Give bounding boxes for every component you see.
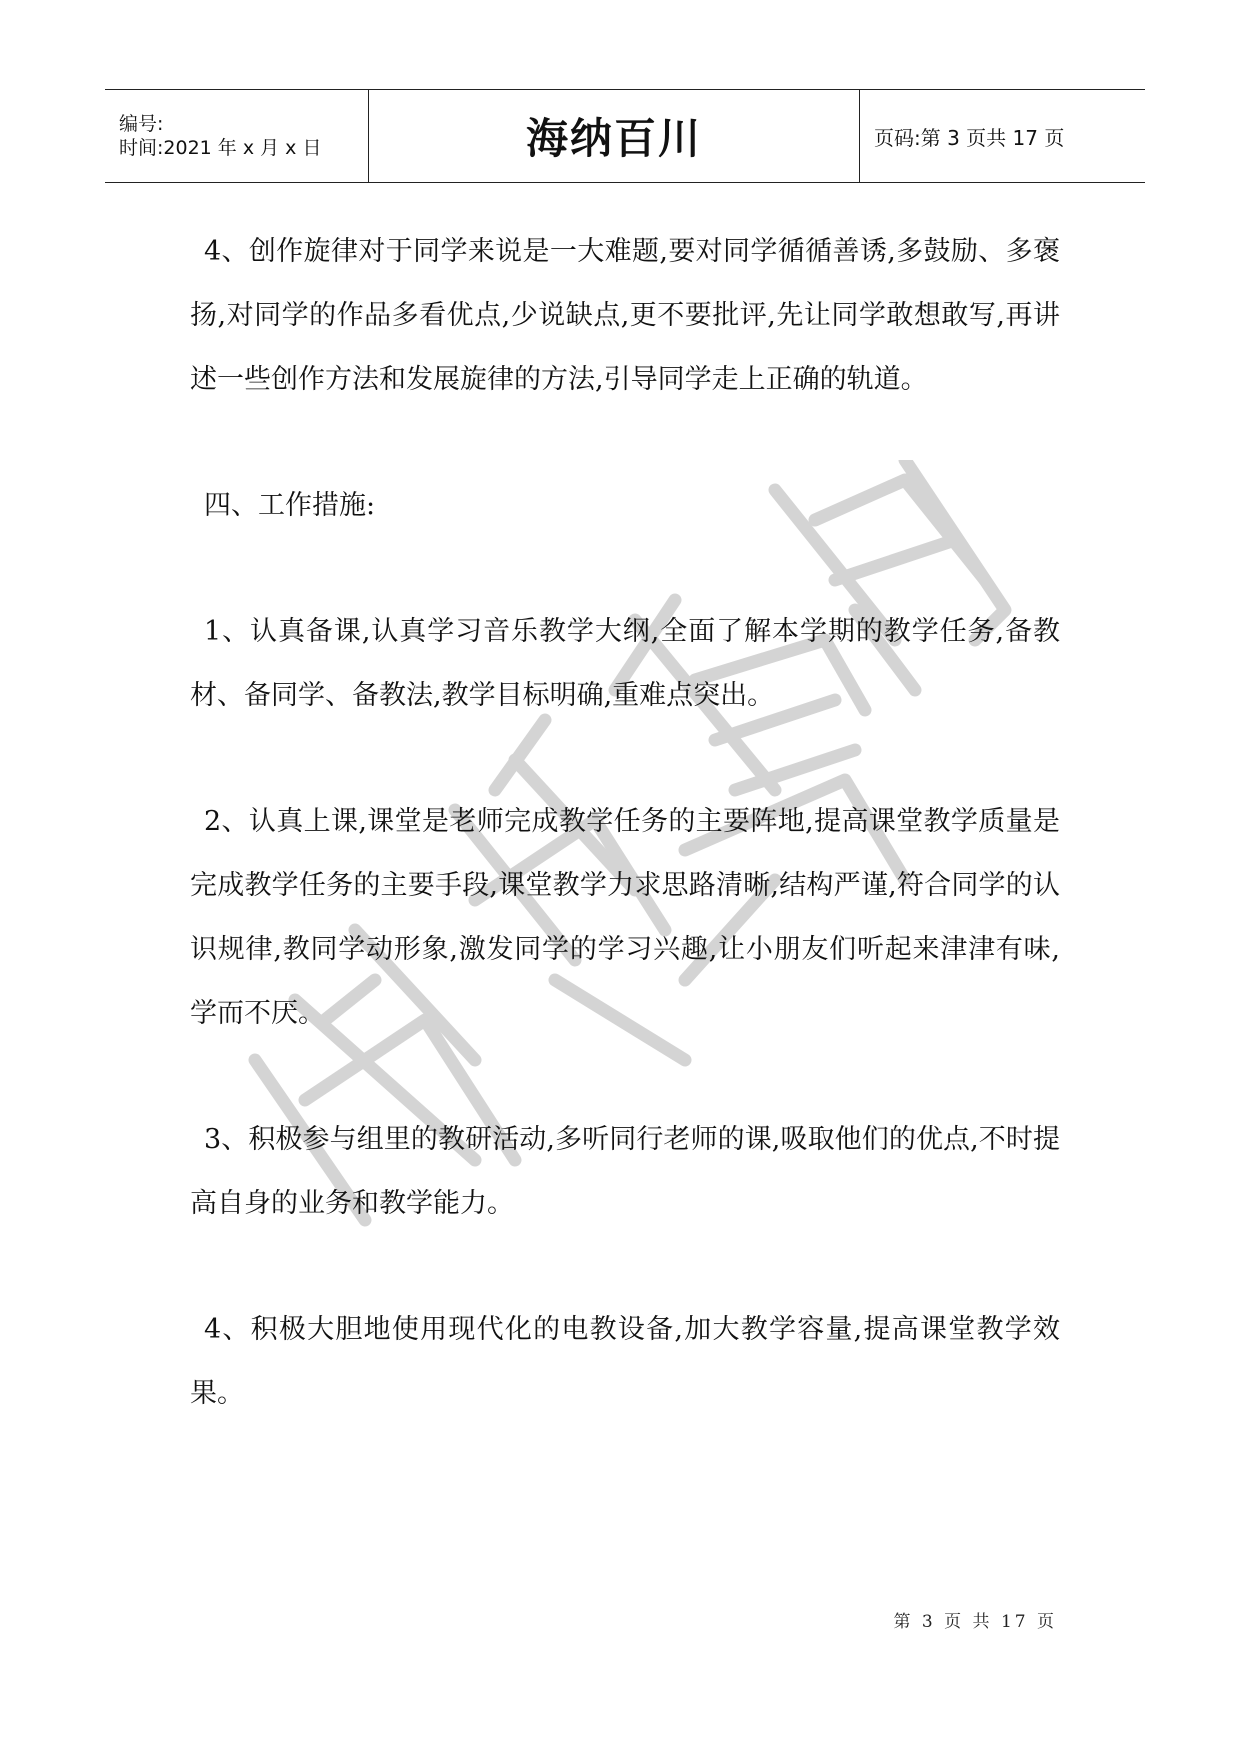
- paragraph-melody-writing: 4、创作旋律对于同学来说是一大难题,要对同学循循善诱,多鼓励、多褒扬,对同学的作品多看优点,少说缺点,更不要批评,先让同学敢想敢写,再讲述一些创作方法和发展旋律的方法,引导同学走上正确的轨道。: [190, 236, 1060, 395]
- section-heading-work-measures: 四、工作措施:: [204, 490, 376, 521]
- paragraph-multimedia-equipment: 4、积极大胆地使用现代化的电教设备,加大教学容量,提高课堂教学效果。: [190, 1314, 1060, 1409]
- document-number-label: 编号:: [119, 113, 164, 135]
- document-body: [190, 220, 1060, 1426]
- document-header: [105, 89, 1145, 183]
- paragraph-classroom-teaching: 2、认真上课,课堂是老师完成教学任务的主要阵地,提高课堂教学质量是完成教学任务的主要手段,课堂教学力求思路清晰,结构严谨,符合同学的认识规律,教同学动形象,激发同学的学习兴趣,让小朋友们听起来津津有味,学而不厌。: [190, 806, 1060, 1029]
- header-meta: [105, 90, 369, 182]
- header-page-number: 页码:第 3 页共 17 页: [874, 125, 1065, 150]
- footer-page-number: 第 3 页 共 17 页: [893, 1612, 1057, 1632]
- paragraph-lesson-preparation: 1、认真备课,认真学习音乐教学大纲,全面了解本学期的教学任务,备教材、备同学、备教法,教学目标明确,重难点突出。: [190, 616, 1060, 711]
- document-time-label: 时间:2021 年 x 月 x 日: [119, 137, 322, 159]
- header-title: 海纳百川: [369, 90, 860, 182]
- paragraph-teaching-research: 3、积极参与组里的教研活动,多听同行老师的课,吸取他们的优点,不时提高自身的业务和教学能力。: [190, 1124, 1060, 1219]
